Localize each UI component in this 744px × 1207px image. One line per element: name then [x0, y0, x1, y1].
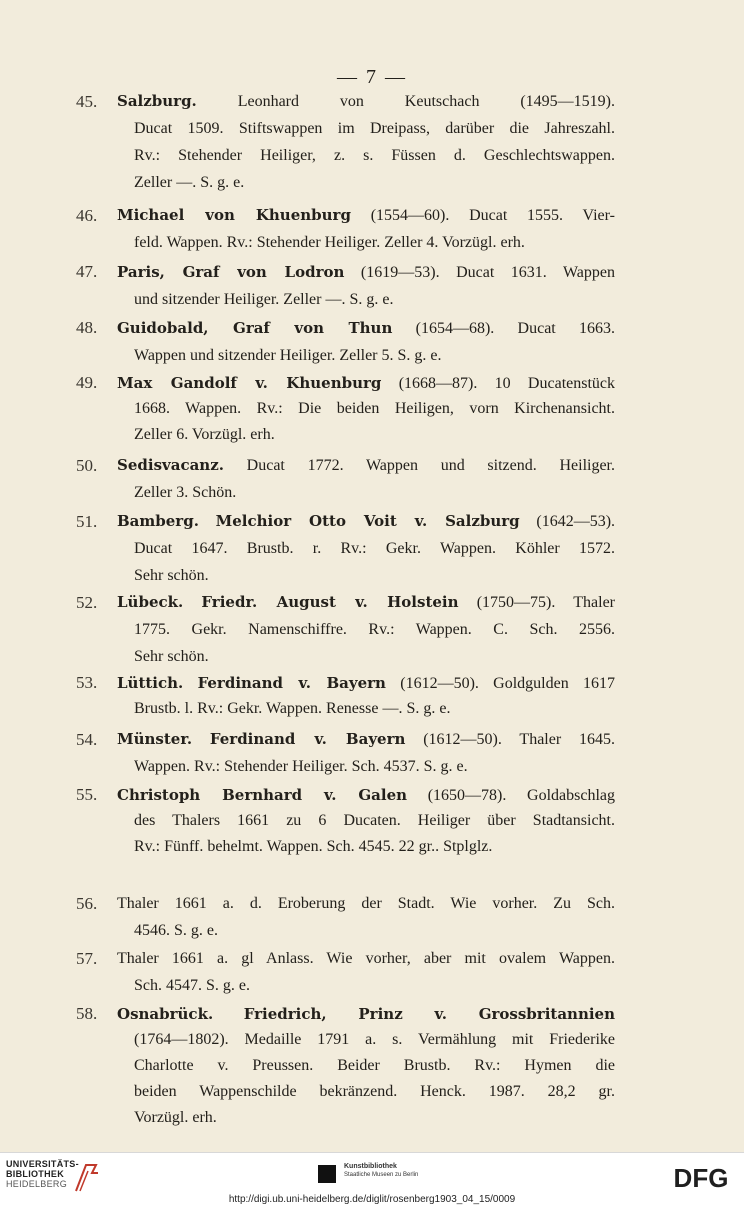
entry-line: [117, 286, 615, 314]
entry-line: [117, 972, 615, 999]
entry-text-run: (1750—75). Thaler: [458, 594, 615, 611]
entry-text-run: (1668—87). 10 Ducatenstück: [381, 375, 615, 392]
entry-number: 51.: [76, 512, 98, 531]
library-emblem-icon: [72, 1161, 102, 1195]
entry-line: [117, 562, 615, 589]
entry-line: [117, 142, 615, 169]
entry-number: 55.: [76, 785, 98, 804]
entry-line: [117, 1053, 615, 1079]
dfg-text: DFG: [673, 1165, 729, 1191]
entry-heading: Guidobald, Graf von Thun: [117, 319, 393, 337]
library-line-3: HEIDELBERG: [6, 1179, 68, 1189]
entry-line: [117, 229, 615, 256]
entry-line: [117, 589, 615, 616]
entry-line: [117, 616, 615, 643]
entry-text-run: (1764—1802). Medaille 1791 a. s. Vermählung mit Friederike: [134, 1031, 615, 1048]
entry-text: [117, 258, 615, 314]
entry-heading: Salzburg.: [117, 92, 197, 110]
entry-text-run: Thaler 1661 a. gl Anlass. Wie vorher, aber mit ovalem Wappen.: [117, 950, 615, 967]
entry-text-run: Leonhard von Keutschach (1495—1519).: [196, 93, 615, 110]
entry-line: [117, 643, 615, 670]
page-number: — 7 —: [337, 66, 407, 88]
entry-line: [117, 88, 615, 115]
entry-line: [117, 508, 615, 535]
entry-text-run: beiden Wappenschilde bekränzend. Henck. 1987. 28,2 gr.: [134, 1083, 615, 1100]
footer-bar: [0, 1152, 744, 1207]
entry-text-run: Ducat 1647. Brustb. r. Rv.: Gekr. Wappen. Köhler 1572.: [134, 540, 615, 557]
entry-text: [117, 782, 615, 860]
entry-heading: Münster.: [117, 730, 193, 748]
entry-heading: Ferdinand v. Bayern: [209, 730, 406, 748]
entry-text-run: (1619—53). Ducat 1631. Wappen: [344, 264, 615, 281]
entry-heading: Friedrich, Prinz v. Grossbritannien: [243, 1005, 615, 1023]
entry-text-run: Rv.: Fünff. behelmt. Wappen. Sch. 4545. 22 gr.. Stplglz.: [134, 838, 493, 855]
entry-text-run: Brustb. l. Rv.: Gekr. Wappen. Renesse —. S. g. e.: [134, 700, 451, 717]
entry-text-run: Sehr schön.: [134, 567, 209, 584]
entry-number: 48.: [76, 318, 98, 337]
entry-text-run: Wappen und sitzender Heiliger. Zeller 5. S. g. e.: [134, 347, 442, 364]
entry-text: [117, 452, 615, 506]
entry-heading: Bamberg.: [117, 512, 199, 530]
entry-line: [117, 782, 615, 808]
entry-heading: Lübeck.: [117, 593, 184, 611]
library-line-2: BIBLIOTHEK: [6, 1169, 64, 1179]
entry-text: [117, 370, 615, 448]
entry-line: [117, 479, 615, 506]
entry-text-run: Zeller —. S. g. e.: [134, 174, 245, 191]
entry-text-run: Wappen. Rv.: Stehender Heiliger. Sch. 4537. S. g. e.: [134, 758, 468, 775]
entry-text-run: und sitzender Heiliger. Zeller —. S. g. e.: [134, 291, 394, 308]
entry-text: [117, 890, 615, 944]
entry-text-run: Thaler 1661 a. d. Eroberung der Stadt. Wie vorher. Zu Sch.: [117, 895, 615, 912]
entry-text: [117, 314, 615, 370]
entry-text: [117, 589, 615, 670]
entry-text-run: (1654—68). Ducat 1663.: [392, 320, 615, 337]
kunstbibliothek-icon: [318, 1165, 336, 1183]
entry-text: [117, 1001, 615, 1131]
entry-number: 56.: [76, 894, 98, 913]
entry-line: [117, 726, 615, 753]
entry-heading: Melchior Otto Voit v. Salzburg: [215, 512, 520, 530]
entry-line: [117, 834, 615, 860]
entry-number: 52.: [76, 593, 98, 612]
entry-text-run: Sch. 4547. S. g. e.: [134, 977, 250, 994]
entry-text-run: [213, 1006, 244, 1023]
entry-text-run: Ducat 1772. Wappen und sitzend. Heiliger.: [223, 457, 615, 474]
entry-text-run: Zeller 3. Schön.: [134, 484, 237, 501]
entry-line: [117, 1079, 615, 1105]
entry-heading: Ferdinand v. Bayern: [197, 674, 386, 692]
entry-heading: Osnabrück.: [117, 1005, 214, 1023]
entry-text-run: Charlotte v. Preussen. Beider Brustb. Rv.: Hymen die: [134, 1057, 615, 1074]
entry-number: 57.: [76, 949, 98, 968]
entry-text-run: des Thalers 1661 zu 6 Ducaten. Heiliger über Stadtansicht.: [134, 812, 615, 829]
entry-text-run: 4546. S. g. e.: [134, 922, 218, 939]
entry-line: [117, 670, 615, 696]
entry-line: [117, 396, 615, 422]
entry-text-run: (1612—50). Goldgulden 1617: [385, 675, 615, 692]
entry-text-run: 1775. Gekr. Namenschiffre. Rv.: Wappen. C. Sch. 2556.: [134, 621, 615, 638]
entry-line: [117, 753, 615, 780]
entry-text-run: Sehr schön.: [134, 648, 209, 665]
entry-text-run: feld. Wappen. Rv.: Stehender Heiliger. Zeller 4. Vorzügl. erh.: [134, 234, 525, 251]
entry-text-run: [192, 731, 210, 748]
university-library-logo[interactable]: [6, 1159, 106, 1199]
entry-text: [117, 945, 615, 999]
entry-text-run: (1650—78). Goldabschlag: [407, 787, 615, 804]
entry-text: [117, 88, 615, 196]
entry-text-run: (1642—53).: [519, 513, 615, 530]
entry-heading: Paris, Graf von Lodron: [117, 263, 345, 281]
entry-text-run: Rv.: Stehender Heiliger, z. s. Füssen d. Geschlechtswappen.: [134, 147, 615, 164]
entry-line: [117, 342, 615, 370]
entry-line: [117, 202, 615, 229]
entry-line: [117, 808, 615, 834]
entry-line: [117, 696, 615, 722]
entry-line: [117, 169, 615, 196]
dfg-logo[interactable]: [666, 1165, 736, 1191]
entry-heading: Friedr. August v. Holstein: [201, 593, 459, 611]
source-url[interactable]: http://digi.ub.uni-heidelberg.de/diglit/rosenberg1903_04_15/0009: [228, 1194, 516, 1205]
entry-number: 49.: [76, 373, 98, 392]
entry-line: [117, 1001, 615, 1027]
entry-text-run: 1668. Wappen. Rv.: Die beiden Heiligen, vorn Kirchenansicht.: [134, 400, 615, 417]
entry-heading: Christoph Bernhard v. Galen: [117, 786, 408, 804]
entry-number: 54.: [76, 730, 98, 749]
entry-text-run: Vorzügl. erh.: [134, 1109, 217, 1126]
entry-line: [117, 115, 615, 142]
entry-heading: Sedisvacanz.: [117, 456, 224, 474]
entry-line: [117, 535, 615, 562]
entry-text: [117, 202, 615, 256]
entry-number: 46.: [76, 206, 98, 225]
entry-line: [117, 1027, 615, 1053]
entry-heading: Michael von Khuenburg: [117, 206, 351, 224]
kunst-line-1: Kunstbibliothek: [344, 1163, 397, 1170]
entry-line: [117, 890, 615, 917]
entry-line: [117, 422, 615, 448]
entry-line: [117, 452, 615, 479]
entry-text-run: [183, 675, 197, 692]
entry-text-run: [183, 594, 201, 611]
entry-number: 53.: [76, 673, 98, 692]
entry-text: [117, 726, 615, 780]
library-line-1: UNIVERSITÄTS-: [6, 1159, 79, 1169]
entry-line: [117, 258, 615, 286]
entry-line: [117, 1105, 615, 1131]
entry-number: 45.: [76, 92, 98, 111]
entry-text: [117, 508, 615, 589]
entry-text-run: Ducat 1509. Stiftswappen im Dreipass, darüber die Jahreszahl.: [134, 120, 615, 137]
entry-text: [117, 670, 615, 722]
entry-line: [117, 917, 615, 944]
entry-line: [117, 314, 615, 342]
entry-number: 58.: [76, 1004, 98, 1023]
entry-text-run: Zeller 6. Vorzügl. erh.: [134, 426, 275, 443]
kunstbibliothek-logo[interactable]: [318, 1163, 478, 1193]
entry-number: 47.: [76, 262, 98, 281]
entry-text-run: (1554—60). Ducat 1555. Vier-: [350, 207, 615, 224]
kunst-line-2: Staatliche Museen zu Berlin: [344, 1172, 419, 1178]
entry-heading: Lüttich.: [117, 674, 184, 692]
entry-text-run: [199, 513, 216, 530]
entry-line: [117, 370, 615, 396]
entry-heading: Max Gandolf v. Khuenburg: [117, 374, 382, 392]
entry-line: [117, 945, 615, 972]
entry-number: 50.: [76, 456, 98, 475]
entry-text-run: (1612—50). Thaler 1645.: [405, 731, 615, 748]
